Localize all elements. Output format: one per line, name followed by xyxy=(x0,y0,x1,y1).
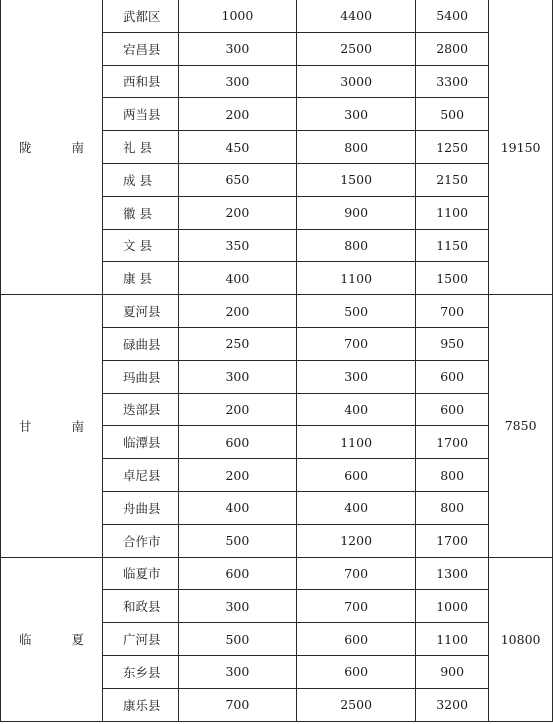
value-cell-3: 800 xyxy=(416,459,489,492)
value-cell-1: 450 xyxy=(178,131,297,164)
value-cell-3: 600 xyxy=(416,360,489,393)
value-cell-2: 300 xyxy=(297,360,416,393)
value-cell-2: 700 xyxy=(297,557,416,590)
value-cell-3: 1700 xyxy=(416,524,489,557)
value-cell-1: 200 xyxy=(178,459,297,492)
value-cell-3: 5400 xyxy=(416,0,489,32)
value-cell-1: 300 xyxy=(178,65,297,98)
county-name-cell: 夏河县 xyxy=(102,295,178,328)
value-cell-3: 1100 xyxy=(416,623,489,656)
value-cell-2: 2500 xyxy=(297,688,416,721)
county-name-cell: 西和县 xyxy=(102,65,178,98)
value-cell-1: 600 xyxy=(178,426,297,459)
value-cell-1: 200 xyxy=(178,295,297,328)
value-cell-1: 300 xyxy=(178,590,297,623)
value-cell-2: 600 xyxy=(297,459,416,492)
value-cell-3: 1300 xyxy=(416,557,489,590)
value-cell-1: 700 xyxy=(178,688,297,721)
table-body xyxy=(1,0,553,721)
county-name-cell: 武都区 xyxy=(102,0,178,32)
region-name-cell: 临 夏 xyxy=(1,557,103,721)
county-name-cell: 东乡县 xyxy=(102,655,178,688)
value-cell-3: 1000 xyxy=(416,590,489,623)
value-cell-1: 650 xyxy=(178,163,297,196)
value-cell-1: 350 xyxy=(178,229,297,262)
county-name-cell: 合作市 xyxy=(102,524,178,557)
value-cell-2: 3000 xyxy=(297,65,416,98)
table-row xyxy=(1,0,553,32)
county-name-cell: 文 县 xyxy=(102,229,178,262)
value-cell-2: 1100 xyxy=(297,262,416,295)
county-name-cell: 宕昌县 xyxy=(102,32,178,65)
value-cell-2: 700 xyxy=(297,590,416,623)
county-name-cell: 康 县 xyxy=(102,262,178,295)
value-cell-1: 300 xyxy=(178,360,297,393)
region-total-cell: 10800 xyxy=(489,557,553,721)
county-name-cell: 玛曲县 xyxy=(102,360,178,393)
value-cell-1: 500 xyxy=(178,524,297,557)
county-name-cell: 临潭县 xyxy=(102,426,178,459)
county-name-cell: 临夏市 xyxy=(102,557,178,590)
county-name-cell: 徽 县 xyxy=(102,196,178,229)
value-cell-2: 1100 xyxy=(297,426,416,459)
value-cell-2: 300 xyxy=(297,98,416,131)
value-cell-3: 900 xyxy=(416,655,489,688)
county-name-cell: 和政县 xyxy=(102,590,178,623)
county-name-cell: 广河县 xyxy=(102,623,178,656)
value-cell-1: 300 xyxy=(178,32,297,65)
value-cell-2: 900 xyxy=(297,196,416,229)
value-cell-1: 200 xyxy=(178,393,297,426)
region-name-cell: 陇 南 xyxy=(1,0,103,295)
value-cell-2: 500 xyxy=(297,295,416,328)
value-cell-1: 400 xyxy=(178,262,297,295)
county-name-cell: 成 县 xyxy=(102,163,178,196)
value-cell-3: 1250 xyxy=(416,131,489,164)
value-cell-2: 700 xyxy=(297,327,416,360)
region-name-cell: 甘 南 xyxy=(1,295,103,557)
value-cell-3: 1100 xyxy=(416,196,489,229)
county-name-cell: 卓尼县 xyxy=(102,459,178,492)
value-cell-3: 600 xyxy=(416,393,489,426)
value-cell-2: 400 xyxy=(297,393,416,426)
value-cell-2: 800 xyxy=(297,229,416,262)
value-cell-3: 1700 xyxy=(416,426,489,459)
value-cell-3: 3200 xyxy=(416,688,489,721)
county-name-cell: 碌曲县 xyxy=(102,327,178,360)
value-cell-3: 500 xyxy=(416,98,489,131)
value-cell-2: 1200 xyxy=(297,524,416,557)
county-name-cell: 迭部县 xyxy=(102,393,178,426)
region-total-cell: 7850 xyxy=(489,295,553,557)
value-cell-1: 200 xyxy=(178,196,297,229)
value-cell-1: 1000 xyxy=(178,0,297,32)
value-cell-1: 600 xyxy=(178,557,297,590)
value-cell-2: 800 xyxy=(297,131,416,164)
value-cell-3: 950 xyxy=(416,327,489,360)
county-name-cell: 两当县 xyxy=(102,98,178,131)
value-cell-3: 2800 xyxy=(416,32,489,65)
value-cell-1: 400 xyxy=(178,491,297,524)
county-name-cell: 礼 县 xyxy=(102,131,178,164)
value-cell-3: 1500 xyxy=(416,262,489,295)
value-cell-2: 2500 xyxy=(297,32,416,65)
county-name-cell: 康乐县 xyxy=(102,688,178,721)
value-cell-1: 200 xyxy=(178,98,297,131)
table-row xyxy=(1,295,553,328)
value-cell-1: 300 xyxy=(178,655,297,688)
value-cell-2: 1500 xyxy=(297,163,416,196)
value-cell-3: 1150 xyxy=(416,229,489,262)
value-cell-1: 500 xyxy=(178,623,297,656)
value-cell-2: 4400 xyxy=(297,0,416,32)
value-cell-2: 600 xyxy=(297,655,416,688)
value-cell-3: 700 xyxy=(416,295,489,328)
value-cell-2: 600 xyxy=(297,623,416,656)
value-cell-1: 250 xyxy=(178,327,297,360)
value-cell-3: 2150 xyxy=(416,163,489,196)
county-name-cell: 舟曲县 xyxy=(102,491,178,524)
value-cell-3: 800 xyxy=(416,491,489,524)
value-cell-2: 400 xyxy=(297,491,416,524)
region-total-cell: 19150 xyxy=(489,0,553,295)
value-cell-3: 3300 xyxy=(416,65,489,98)
table-row xyxy=(1,557,553,590)
